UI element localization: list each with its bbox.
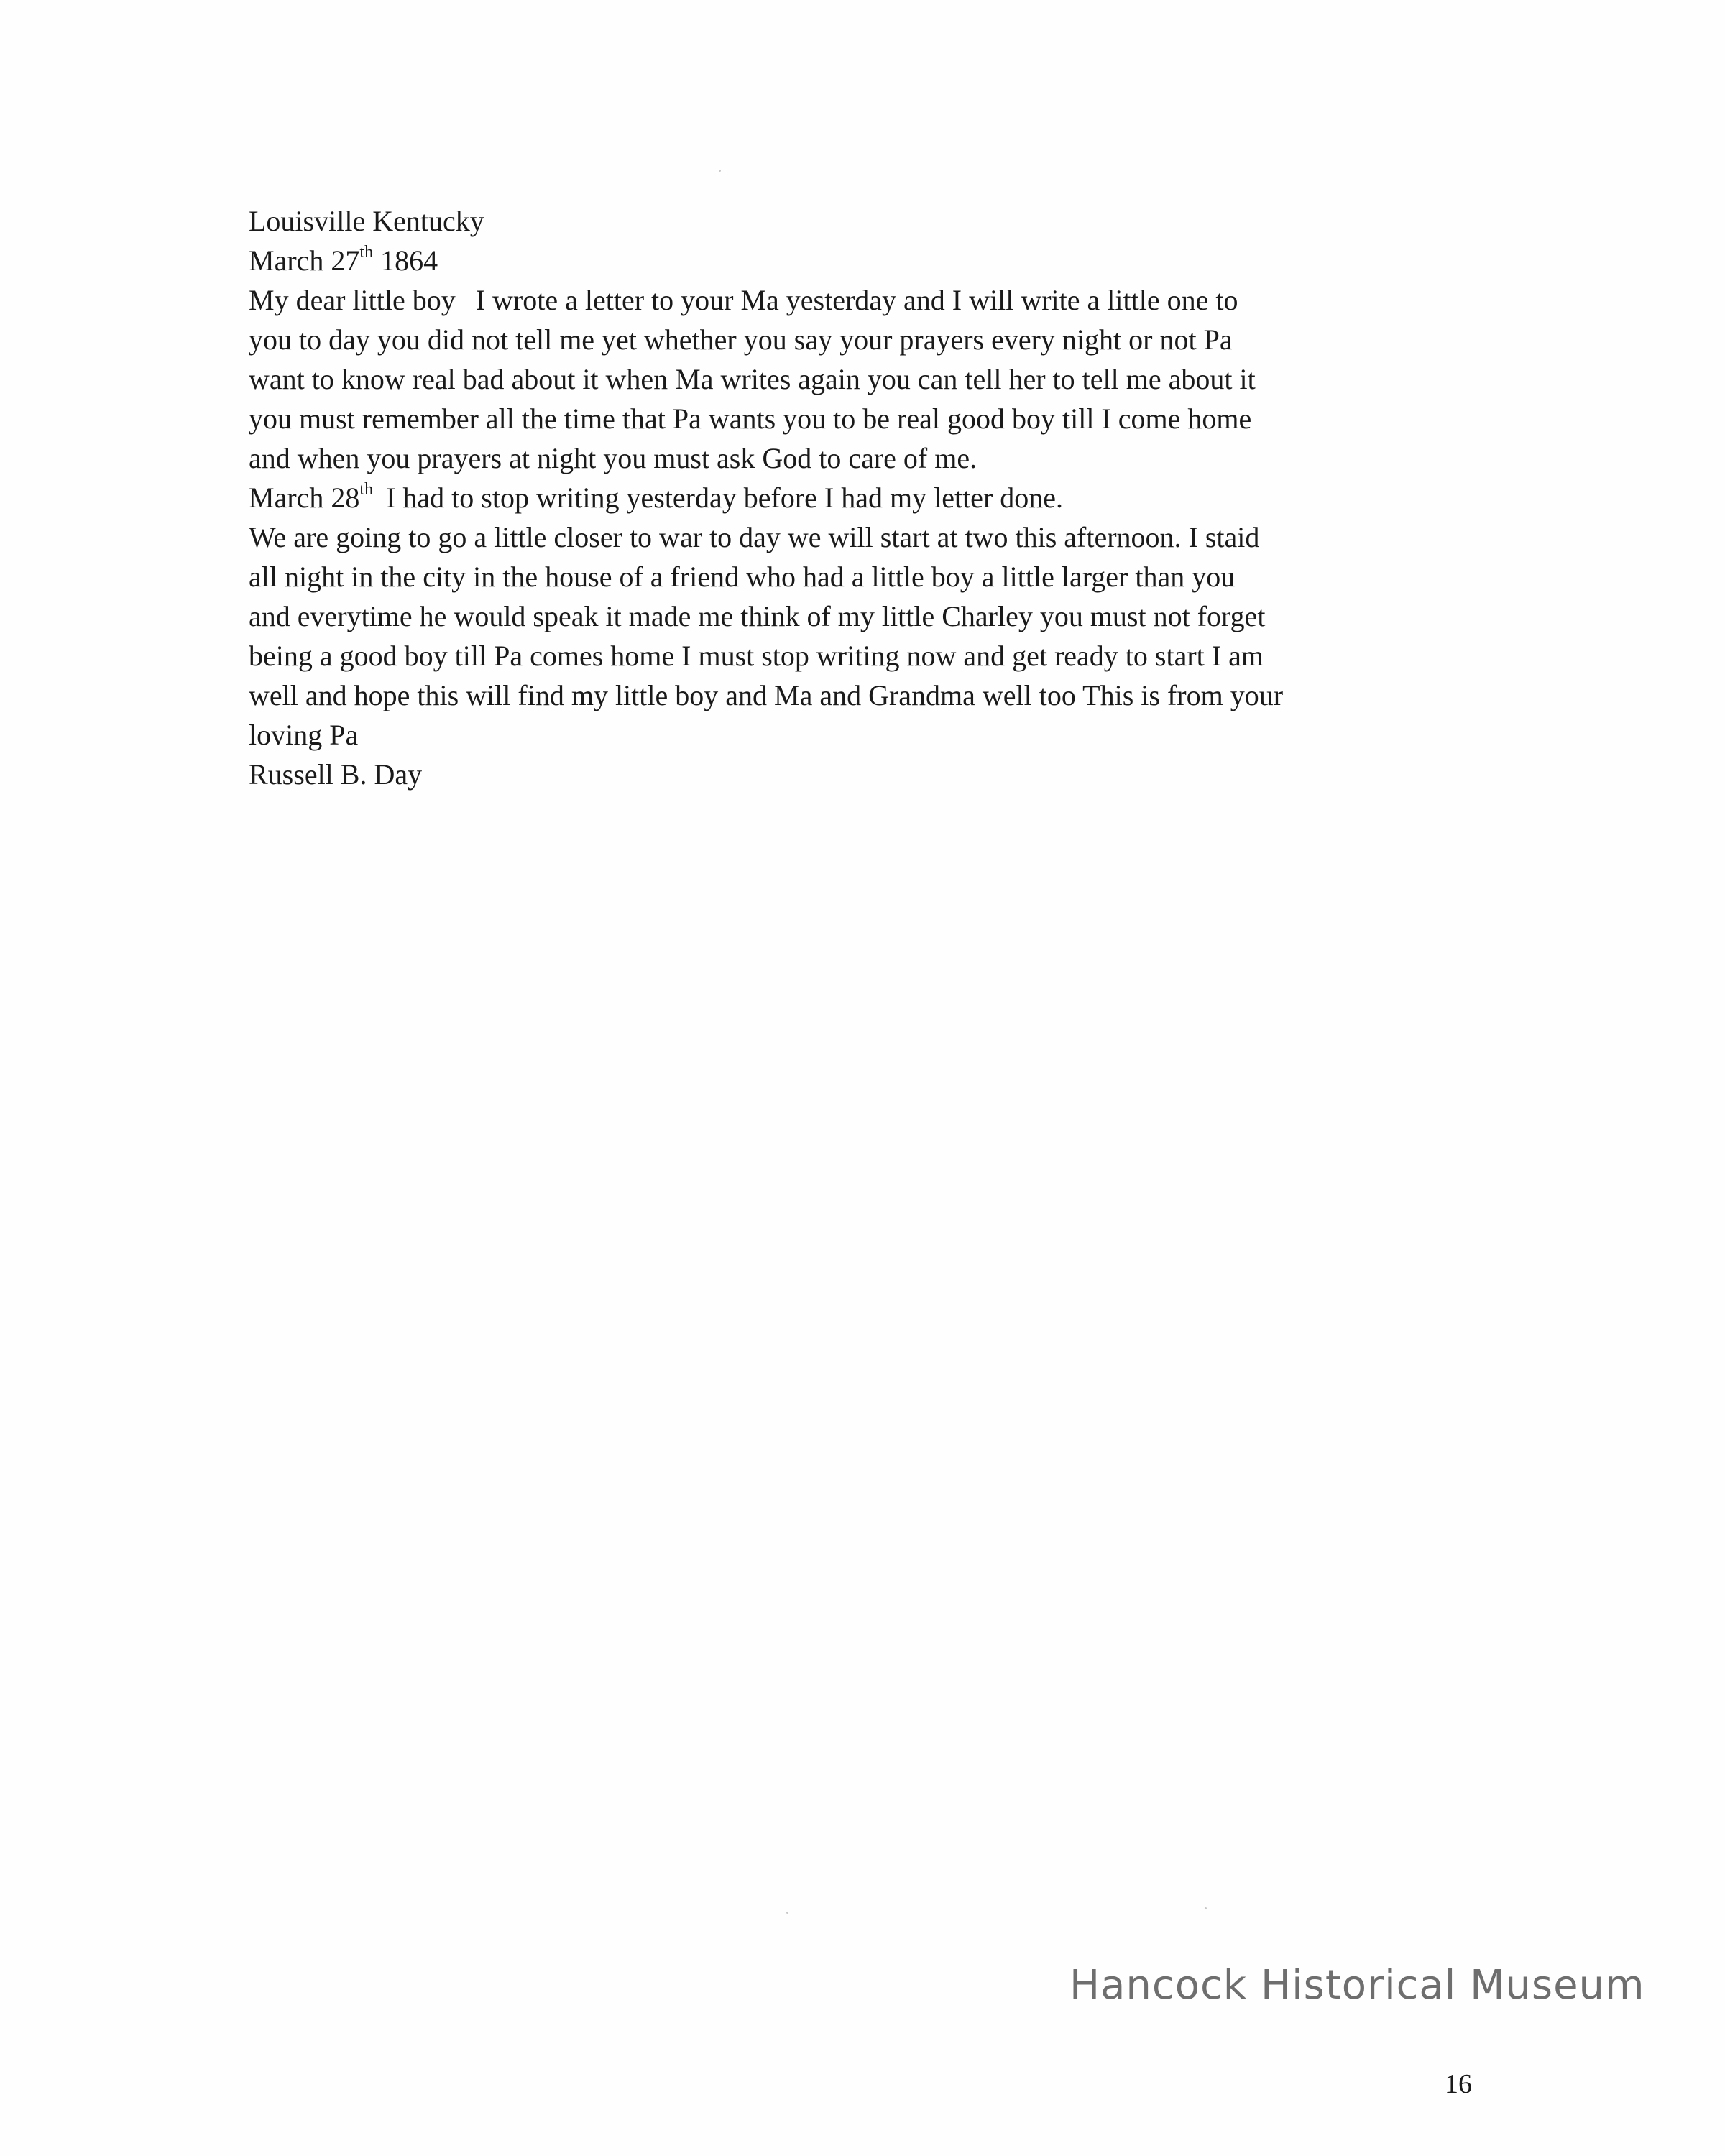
letter-line: you to day you did not tell me yet whether you say your prayers every night or not Pa	[249, 323, 1233, 356]
scan-speck	[719, 170, 721, 172]
letter-line: being a good boy till Pa comes home I must stop writing now and get ready to start I am	[249, 640, 1264, 672]
letter-body	[249, 201, 1485, 794]
letter-place: Louisville Kentucky	[249, 205, 484, 237]
letter-line: well and hope this will find my little boy and Ma and Grandma well too This is from your	[249, 679, 1284, 711]
letter-line: We are going to go a little closer to war to day we will start at two this afternoon. I staid	[249, 521, 1260, 553]
date-suffix: th	[359, 479, 374, 499]
letter-date-first	[249, 241, 1485, 280]
scan-speck	[1205, 1907, 1207, 1909]
letter-date-second	[249, 478, 1485, 517]
museum-watermark: Hancock Historical Museum	[1070, 1962, 1645, 2009]
scan-speck	[786, 1912, 788, 1914]
letter-line-text: I had to stop writing yesterday before I had my letter done.	[386, 482, 1064, 514]
page-number: 16	[1445, 2069, 1472, 2099]
letter-line: all night in the city in the house of a friend who had a little boy a little larger than you	[249, 561, 1236, 593]
letter-line	[249, 280, 1485, 320]
signature: Russell B. Day	[249, 758, 423, 791]
letter-line: and everytime he would speak it made me think of my little Charley you must not forget	[249, 600, 1266, 632]
letter-line: you must remember all the time that Pa wants you to be real good boy till I come home	[249, 402, 1252, 435]
letter-line: want to know real bad about it when Ma writes again you can tell her to tell me about it	[249, 363, 1256, 395]
date-year: 1864	[380, 244, 438, 277]
letter-line-text: I wrote a letter to your Ma yesterday and I will write a little one to	[475, 284, 1238, 316]
letter-line: and when you prayers at night you must ask God to care of me.	[249, 442, 978, 474]
letter-line: loving Pa	[249, 719, 359, 751]
date-month-day: March 28	[249, 482, 360, 514]
date-month-day: March 27	[249, 244, 360, 277]
salutation: My dear little boy	[249, 284, 456, 316]
date-suffix: th	[359, 242, 374, 262]
